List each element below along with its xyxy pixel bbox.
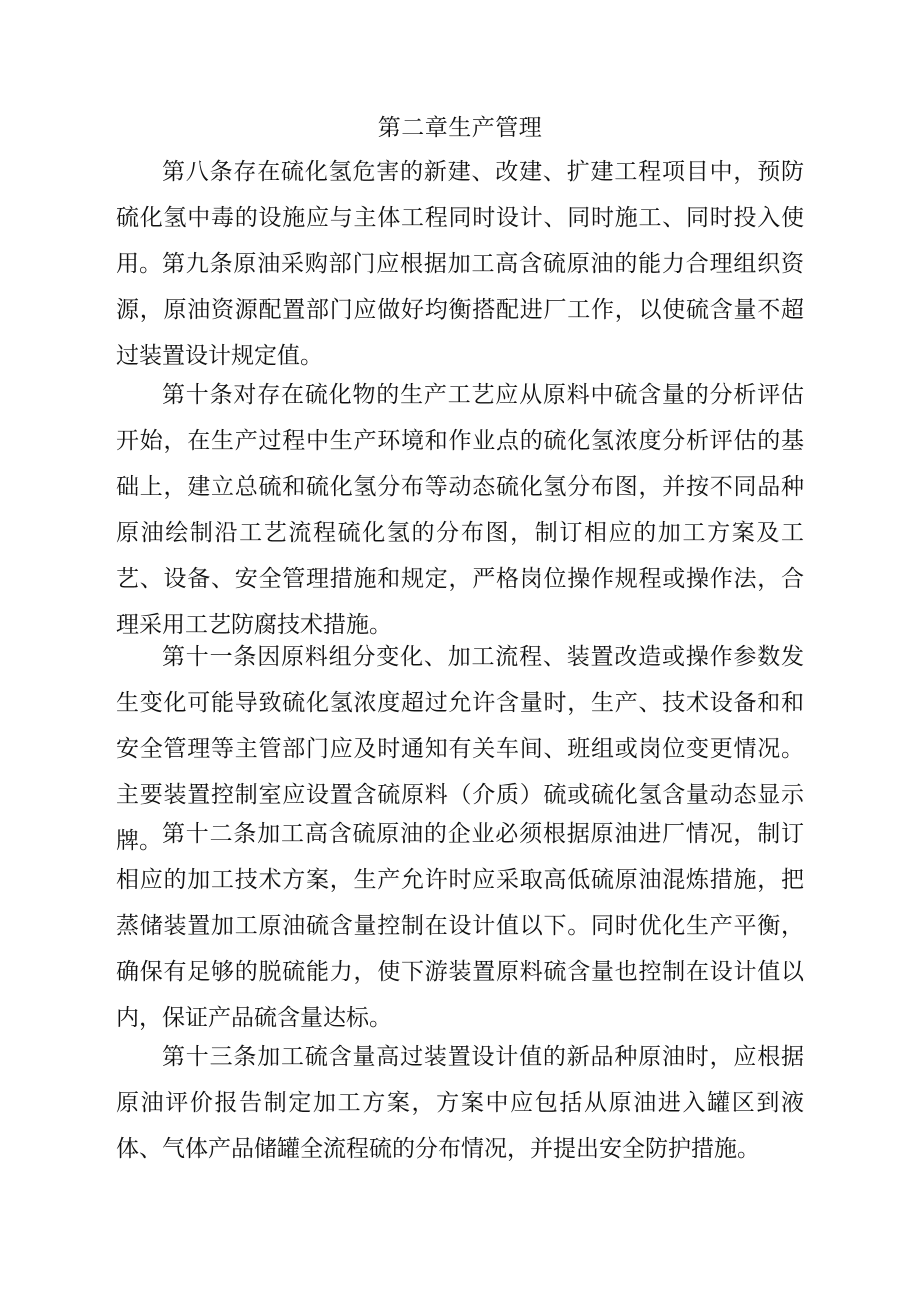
article-12-paragraph: 第十二条加工高含硫原油的企业必须根据原油进厂情况，制订相应的加工技术方案，生产允许时应采取高低硫原油混炼措施，把蒸储装置加工原油硫含量控制在设计值以下。同时优化生产平衡，确保有足够的脱硫能力，使下游装置原料硫含量也控制在设计值以内，保证产品硫含量达标。 [116,821,804,1031]
article-9-paragraph: 第九条原油采购部门应根据加工高含硫原油的能力合理组织资源，原油资源配置部门应做好均衡搭配进厂工作，以使硫含量不超过装置设计规定值。 [116,251,804,369]
article-10-paragraph: 第十条对存在硫化物的生产工艺应从原料中硫含量的分析评估开始，在生产过程中生产环境和作业点的硫化氢浓度分析评估的基础上，建立总硫和硫化氢分布等动态硫化氢分布图，并按不同品种原油绘制沿工艺流程硫化氢的分布图，制订相应的加工方案及工艺、设备、安全管理措施和规定，严格岗位操作规程或操作法，合理采用工艺防腐技术措施。 [116,382,804,638]
article-13-paragraph: 第十三条加工硫含量高过装置设计值的新品种原油时，应根据原油评价报告制定加工方案，方案中应包括从原油进入罐区到液体、气体产品储罐全流程硫的分布情况，并提出安全防护措施。 [116,1044,804,1162]
article-8-paragraph: 第八条存在硫化氢危害的新建、改建、扩建工程项目中，预防硫化氢中毒的设施应与主体工程同时设计、同时施工、同时投入使用。 [116,159,804,277]
article-11-paragraph: 第十一条因原料组分变化、加工流程、装置改造或操作参数发生变化可能导致硫化氢浓度超过允许含量时，生产、技术设备和和安全管理等主管部门应及时通知有关车间、班组或岗位变更情况。主要装置控制室应设置含硫原料（介质）硫或硫化氢含量动态显示牌。 [116,644,804,854]
chapter-title: 第二章生产管理 [377,115,543,141]
